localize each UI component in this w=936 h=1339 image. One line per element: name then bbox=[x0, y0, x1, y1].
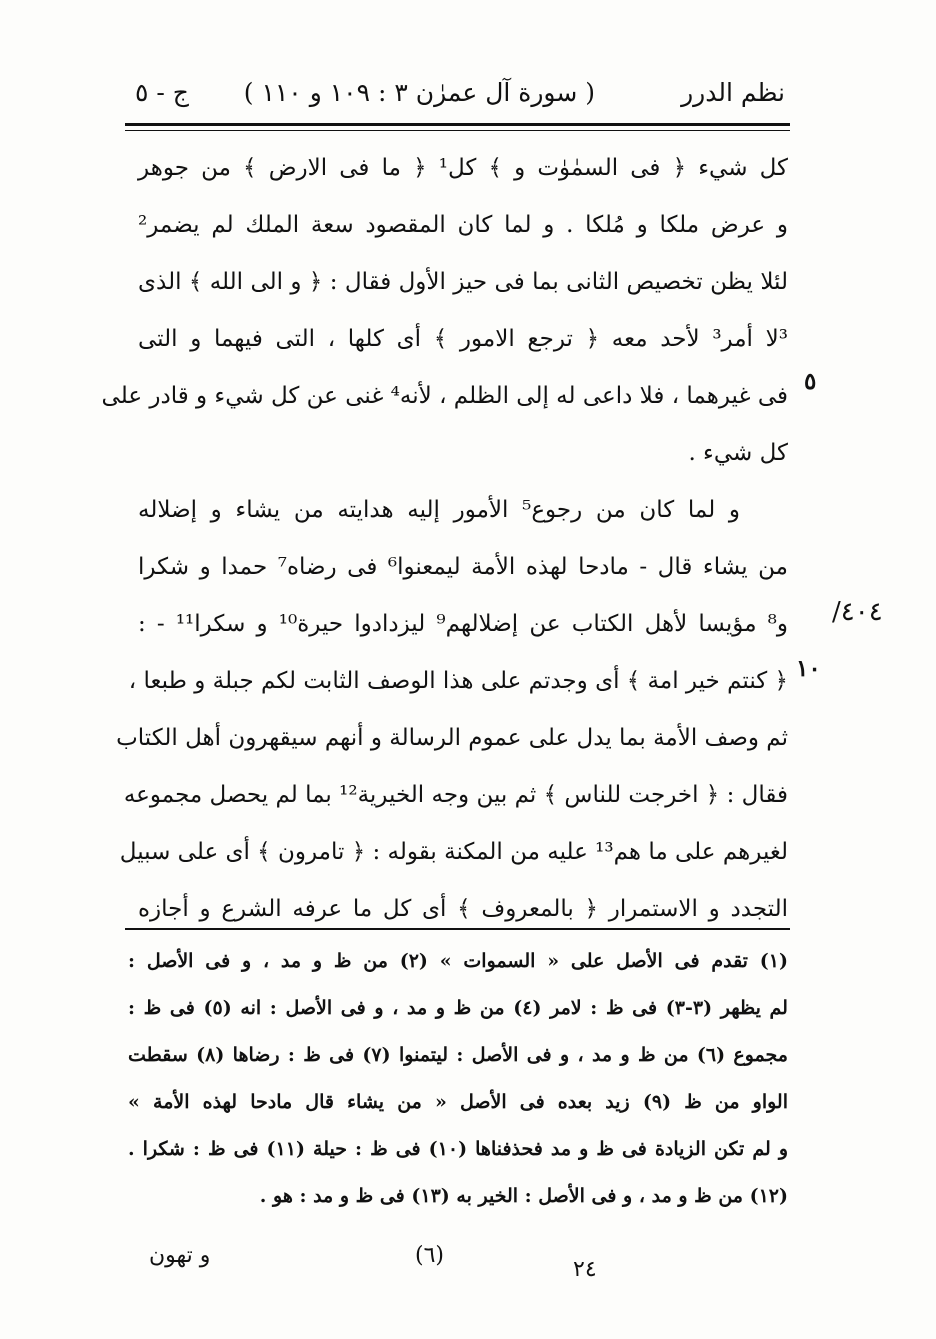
page-footer bbox=[125, 1243, 785, 1283]
footnote-line: و لم تكن الزيادة فى ظ و مد فحذفناها (١٠) فى ظ : حيلة (١١) فى ظ : شكرا . bbox=[128, 1138, 788, 1160]
main-text bbox=[101, 140, 789, 938]
catchword: و تهون bbox=[149, 1243, 211, 1268]
header-rule-thick bbox=[125, 123, 790, 126]
book-title: نظم الدرر bbox=[681, 78, 785, 107]
text-line: و لما كان من رجوع⁵ الأمور إليه هدايته من يشاء و إضلاله bbox=[138, 497, 740, 523]
line-number-10: ١٠ bbox=[796, 655, 821, 682]
text-line: كل شيء ﴿ فى السمٰوٰت و ﴾ كل¹ ﴿ ما فى الارض ﴾ من جوهر bbox=[138, 155, 788, 181]
text-line: فقال : ﴿ اخرجت للناس ﴾ ثم بين وجه الخيرية¹² بما لم يحصل مجموعه bbox=[123, 782, 788, 808]
volume-number: ج - ٥ bbox=[135, 78, 189, 107]
text-line: ³لا أمر³ لأحد معه ﴿ ترجع الامور ﴾ أى كلها ، التى فيهما و التى bbox=[138, 326, 788, 352]
text-line: من يشاء قال - مادحا لهذه الأمة ليمعنوا⁶ فى رضاه⁷ حمدا و شكرا bbox=[138, 554, 788, 580]
text-line: التجدد و الاستمرار ﴿ بالمعروف ﴾ أى كل ما عرفه الشرع و أجازه bbox=[138, 896, 788, 922]
sura-reference: ( سورة آل عمرٰن ٣ : ١٠٩ و ١١٠ ) bbox=[243, 78, 595, 107]
text-line: لغيرهم على ما هم¹³ عليه من المكنة بقوله : ﴿ تامرون ﴾ أى على سبيل bbox=[119, 839, 788, 865]
page-number: ٢٤ bbox=[573, 1257, 597, 1282]
footnote-rule bbox=[125, 928, 790, 930]
text-line: كل شيء . bbox=[688, 440, 788, 466]
text-line: فى غيرهما ، فلا داعى له إلى الظلم ، لأنه⁴ غنى عن كل شيء و قادر على bbox=[101, 383, 788, 409]
margin-reference: ٤٠٤/ bbox=[832, 597, 883, 627]
text-line: و⁸ مؤيسا لأهل الكتاب عن إضلالهم⁹ ليزدادوا حيرة¹⁰ و سكرا¹¹ - : bbox=[138, 611, 789, 637]
footnotes bbox=[128, 938, 788, 1220]
text-line: ثم وصف الأمة بما يدل على عموم الرسالة و أنهم سيقهرون أهل الكتاب bbox=[116, 725, 788, 751]
line-number-5: ٥ bbox=[804, 368, 817, 395]
footnote-line: (١) تقدم فى الأصل على « السموات » (٢) من ظ و مد ، و فى الأصل : bbox=[128, 950, 788, 972]
text-line: ﴿ كنتم خير امة ﴾ أى وجدتم على هذا الوصف الثابت لكم جبلة و طبعا ، bbox=[128, 668, 788, 694]
footnote-line: لم يظهر (٣-٣) فى ظ : لامر (٤) من ظ و مد ، و فى الأصل : انه (٥) فى ظ : bbox=[128, 997, 788, 1019]
text-line: و عرض ملكا و مُلكا . و لما كان المقصود سعة الملك لم يضمر² bbox=[138, 212, 788, 238]
header-rule-thin bbox=[125, 130, 790, 131]
text-line: لئلا يظن تخصيص الثانى بما فى حيز الأول فقال : ﴿ و الى الله ﴾ الذى bbox=[138, 269, 788, 295]
footnote-line: (١٢) من ظ و مد ، و فى الأصل : الخير به (١٣) فى ظ و مد : هو . bbox=[259, 1185, 788, 1207]
running-header bbox=[125, 70, 785, 118]
signature-mark: (٦) bbox=[415, 1243, 445, 1268]
footnote-line: مجموع (٦) من ظ و مد ، و فى الأصل : ليتمنوا (٧) فى ظ : رضاها (٨) سقطت bbox=[128, 1044, 788, 1066]
footnote-line: الواو من ظ (٩) زيد بعده فى الأصل « من يشاء قال مادحا لهذه الأمة » bbox=[128, 1091, 789, 1113]
